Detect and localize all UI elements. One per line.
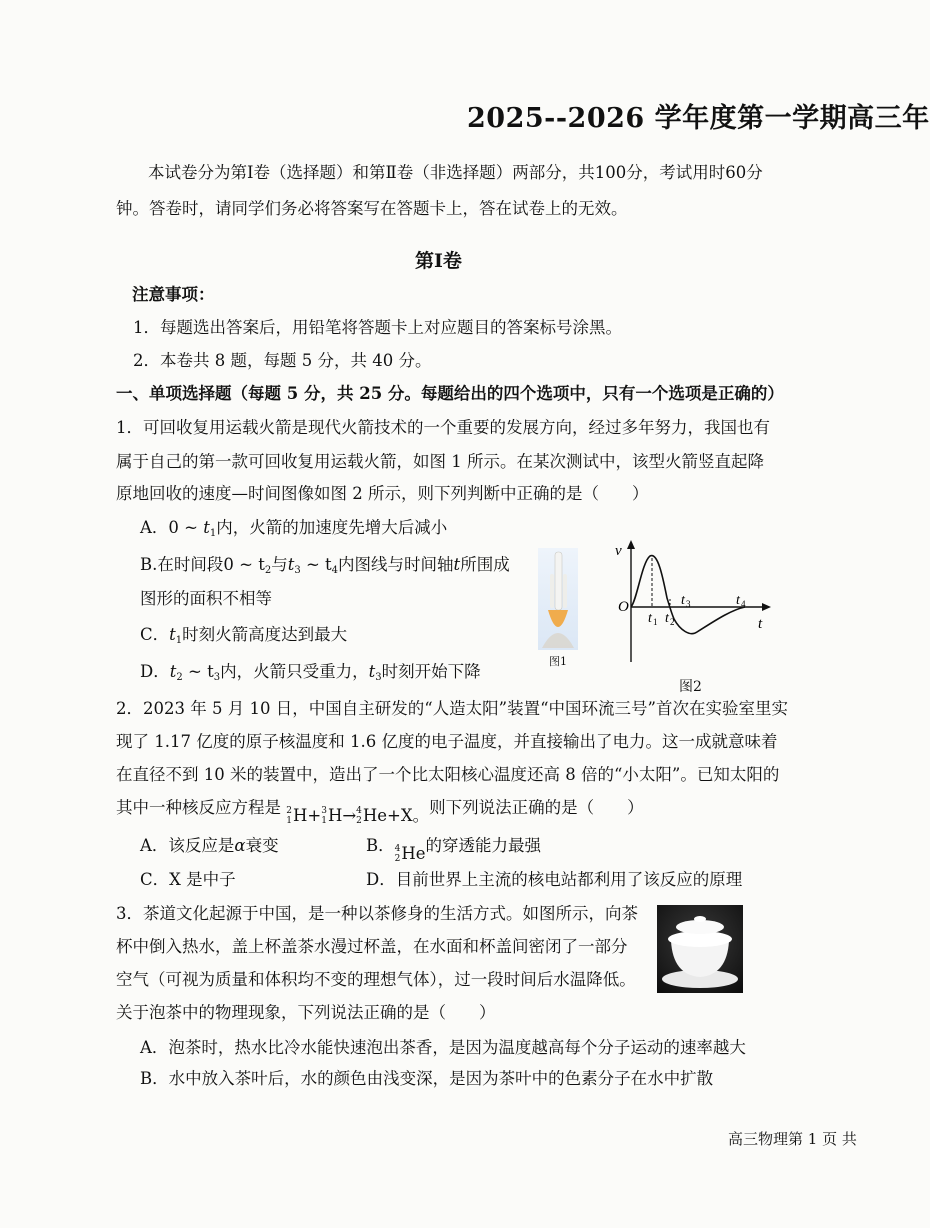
origin-label: O — [618, 599, 629, 615]
t4-sub: 4 — [741, 599, 746, 609]
note-item-2: 2．本卷共 8 题，每题 5 分，共 40 分。 — [133, 351, 432, 370]
q3-line-3: 空气（可视为质量和体积均不变的理想气体），过一段时间后水温降低。 — [116, 970, 636, 989]
q3-option-b: B．水中放入茶叶后，水的颜色由浅变深，是因为茶叶中的色素分子在水中扩散 — [140, 1069, 714, 1088]
intro-line-1: 本试卷分为第Ⅰ卷（选择题）和第Ⅱ卷（非选择题）两部分，共100分，考试用时60分 — [148, 163, 763, 182]
v-axis-arrow — [627, 540, 635, 549]
velocity-time-graph — [600, 538, 780, 666]
q3-line-1: 3．茶道文化起源于中国，是一种以茶修身的生活方式。如图所示，向茶 — [116, 904, 638, 923]
q1-option-b-line-2: 图形的面积不相等 — [140, 589, 272, 608]
section-title: 第Ⅰ卷 — [415, 250, 462, 272]
notes-heading: 注意事项： — [132, 285, 215, 304]
nuclear-equation: 2 1 H + 3 1 H → 4 2 He +X 。 — [286, 805, 430, 826]
page-footer: 高三物理第 1 页 共 — [728, 1130, 857, 1148]
q1-option-a: A．0 ~ $t_1$内，火箭的加速度先增大后减小 — [140, 518, 448, 539]
q1-option-c: C．$t_1$时刻火箭高度达到最大 — [140, 625, 348, 646]
figure-2-caption: 图2 — [679, 679, 702, 695]
rocket-photo — [538, 548, 578, 650]
q3-line-4: 关于泡茶中的物理现象，下列说法正确的是（ ） — [116, 1003, 496, 1022]
q3-line-2: 杯中倒入热水，盖上杯盖茶水漫过杯盖，在水面和杯盖间密闭了一部分 — [116, 937, 628, 956]
exam-title-cut: 年 — [902, 103, 930, 134]
q2-option-d: D．目前世界上主流的核电站都利用了该反应的原理 — [366, 870, 743, 889]
figure-1-caption: 图1 — [549, 655, 567, 668]
part1-heading: 一、单项选择题（每题 5 分，共 25 分。每题给出的四个选项中，只有一个选项是正确的） — [116, 384, 784, 403]
q1-line-3: 原地回收的速度—时间图像如图 2 所示，则下列判断中正确的是（ ） — [116, 484, 649, 503]
t-axis-arrow — [762, 603, 771, 611]
t3-sub: 3 — [686, 599, 691, 609]
q2-option-c: C．X 是中子 — [140, 870, 236, 889]
t1-label: t — [648, 611, 652, 626]
t4-label: t — [736, 593, 740, 608]
q2-option-b: B． 4 2 He 的穿透能力最强 — [366, 836, 542, 864]
q2-line-2: 现了 1.17 亿度的原子核温度和 1.6 亿度的电子温度，并直接输出了电力。这一成就意味着 — [116, 732, 778, 751]
q1-line-1: 1．可回收复用运载火箭是现代火箭技术的一个重要的发展方向，经过多年努力，我国也有 — [116, 418, 770, 437]
t2-label: t — [665, 611, 669, 626]
t-axis-label: t — [758, 616, 763, 632]
q1-line-2: 属于自己的第一款可回收复用运载火箭，如图 1 所示。在某次测试中，该型火箭竖直起降 — [116, 452, 764, 471]
intro-line-2: 钟。答卷时，请同学们务必将答案写在答题卡上，答在试卷上的无效。 — [116, 199, 628, 218]
t3-label: t — [681, 593, 685, 608]
q3-option-a: A．泡茶时，热水比冷水能快速泡出茶香，是因为温度越高每个分子运动的速率越大 — [140, 1038, 746, 1057]
t2-sub: 2 — [670, 617, 675, 627]
q1-option-d: D．$t_2$ ~ $t_3$内，火箭只受重力，$t_3$时刻开始下降 — [140, 662, 481, 683]
q2-line-3: 在直径不到 10 米的装置中，造出了一个比太阳核心温度还高 8 倍的“小太阳”。已知太阳的 — [116, 765, 780, 784]
q2-line-1: 2．2023 年 5 月 10 日，中国自主研发的“人造太阳”装置“中国环流三号”首次在实验室里实 — [116, 699, 788, 718]
q2-line-4: 其中一种核反应方程是 2 1 H + 3 1 H → 4 2 He +X 。 则下列说法正确的是（ ） — [116, 798, 644, 826]
q1-option-b: B.在时间段0 ~ $t_2$与$t_3$ ~ $t_4$内图线与时间轴t所围成 — [140, 555, 510, 576]
q2-option-a: A．该反应是α衰变 — [140, 836, 279, 855]
exam-title: 2025--2026 学年度第一学期高三年 — [467, 96, 914, 135]
note-item-1: 1．每题选出答案后，用铅笔将答题卡上对应题目的答案标号涂黑。 — [133, 318, 622, 337]
t1-sub: 1 — [653, 617, 658, 627]
v-axis-label: v — [615, 543, 622, 559]
tea-cup-photo — [657, 905, 743, 993]
